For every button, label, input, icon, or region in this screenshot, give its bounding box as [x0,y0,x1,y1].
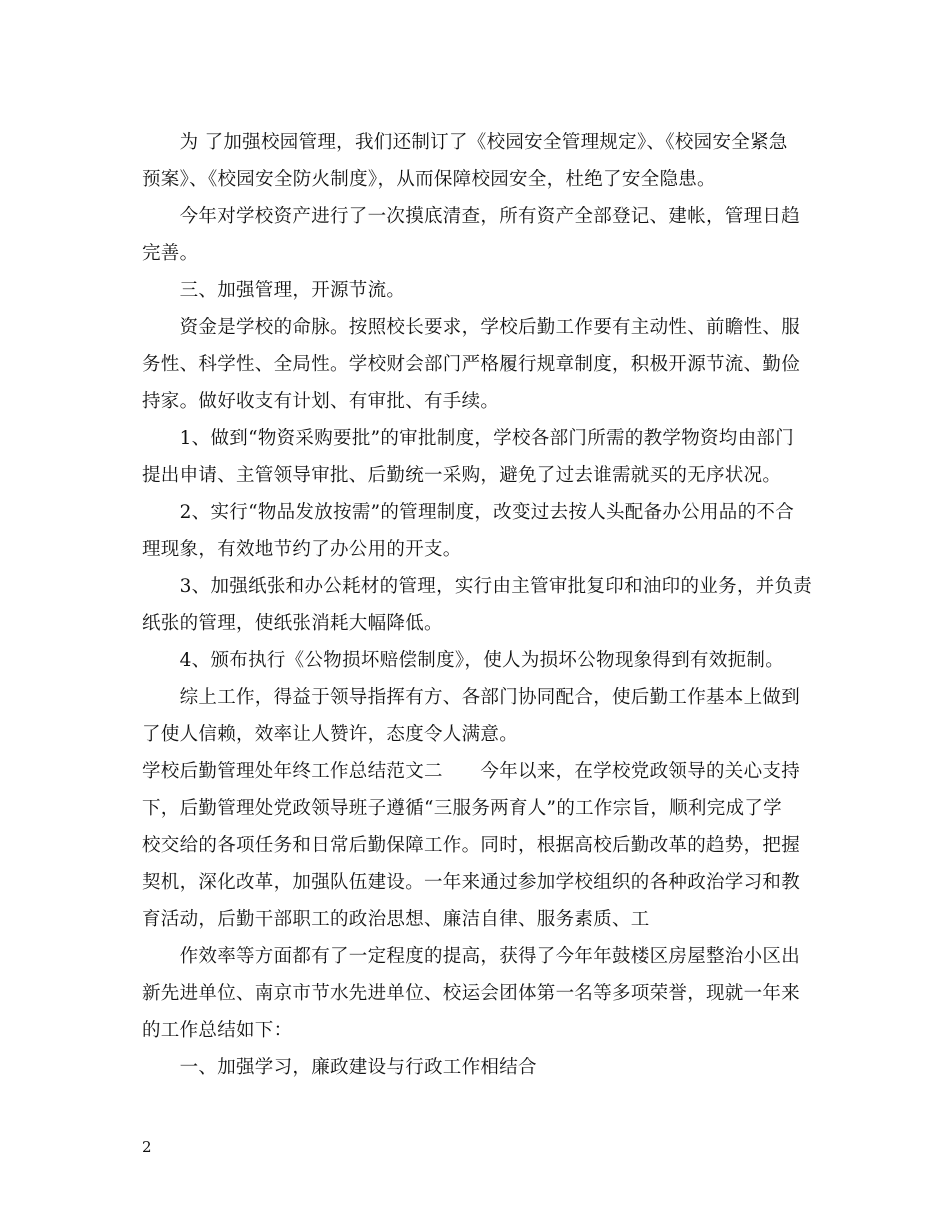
text-line: 务性、科学性、全局性。学校财会部门严格履行规章制度，积极开源节流、勤俭 [142,354,801,375]
text-line: 1、做到“物资采购要批”的审批制度，学校各部门所需的教学物资均由部门 [142,428,794,449]
section-heading: 三、加强管理，开源节流。 [142,280,406,301]
text-line: 了使人信赖，效率让人赞许，态度令人满意。 [142,724,519,745]
article-title-line: 学校后勤管理处年终工作总结范文二 今年以来，在学校党政领导的关心支持 [142,761,801,782]
text-line: 2、实行“物品发放按需”的管理制度，改变过去按人头配备办公用品的不合 [142,502,794,523]
text-line: 4、颁布执行《公物损坏赔偿制度》，使人为损坏公物现象得到有效扼制。 [142,650,785,671]
text-line: 3、加强纸张和办公耗材的管理，实行由主管审批复印和油印的业务，并负责 [142,576,813,597]
page-number: 2 [142,1138,152,1156]
text-line: 校交给的各项任务和日常后勤保障工作。同时，根据高校后勤改革的趋势，把握 [142,835,801,856]
text-line: 完善。 [142,243,199,264]
text-line: 纸张的管理，使纸张消耗大幅降低。 [142,613,443,634]
text-line: 持家。做好收支有计划、有审批、有手续。 [142,391,500,412]
section-heading: 一、加强学习，廉政建设与行政工作相结合 [142,1057,537,1078]
text-line: 预案》、《校园安全防火制度》，从而保障校园安全，杜绝了安全隐患。 [142,169,716,190]
text-line: 育活动，后勤干部职工的政治思想、廉洁自律、服务素质、工 [142,909,650,930]
text-line: 下，后勤管理处党政领导班子遵循“三服务两育人”的工作宗旨，顺利完成了学 [142,798,782,819]
text-line: 的工作总结如下： [142,1020,293,1041]
text-line: 新先进单位、南京市节水先进单位、校运会团体第一名等多项荣誉，现就一年来 [142,983,801,1004]
text-line: 理现象，有效地节约了办公用的开支。 [142,539,462,560]
text-line: 综上工作，得益于领导指挥有方、各部门协同配合，使后勤工作基本上做到 [142,687,801,708]
text-line: 作效率等方面都有了一定程度的提高，获得了今年年鼓楼区房屋整治小区出 [142,946,801,967]
text-line: 今年对学校资产进行了一次摸底清查，所有资产全部登记、建帐，管理日趋 [142,206,801,227]
text-line: 契机，深化改革，加强队伍建设。一年来通过参加学校组织的各种政治学习和教 [142,872,801,893]
text-line: 资金是学校的命脉。按照校长要求，学校后勤工作要有主动性、前瞻性、服 [142,317,801,338]
text-line: 提出申请、主管领导审批、后勤统一采购，避免了过去谁需就买的无序状况。 [142,465,782,486]
text-line: 为 了加强校园管理，我们还制订了《校园安全管理规定》、《校园安全紧急 [142,132,788,153]
